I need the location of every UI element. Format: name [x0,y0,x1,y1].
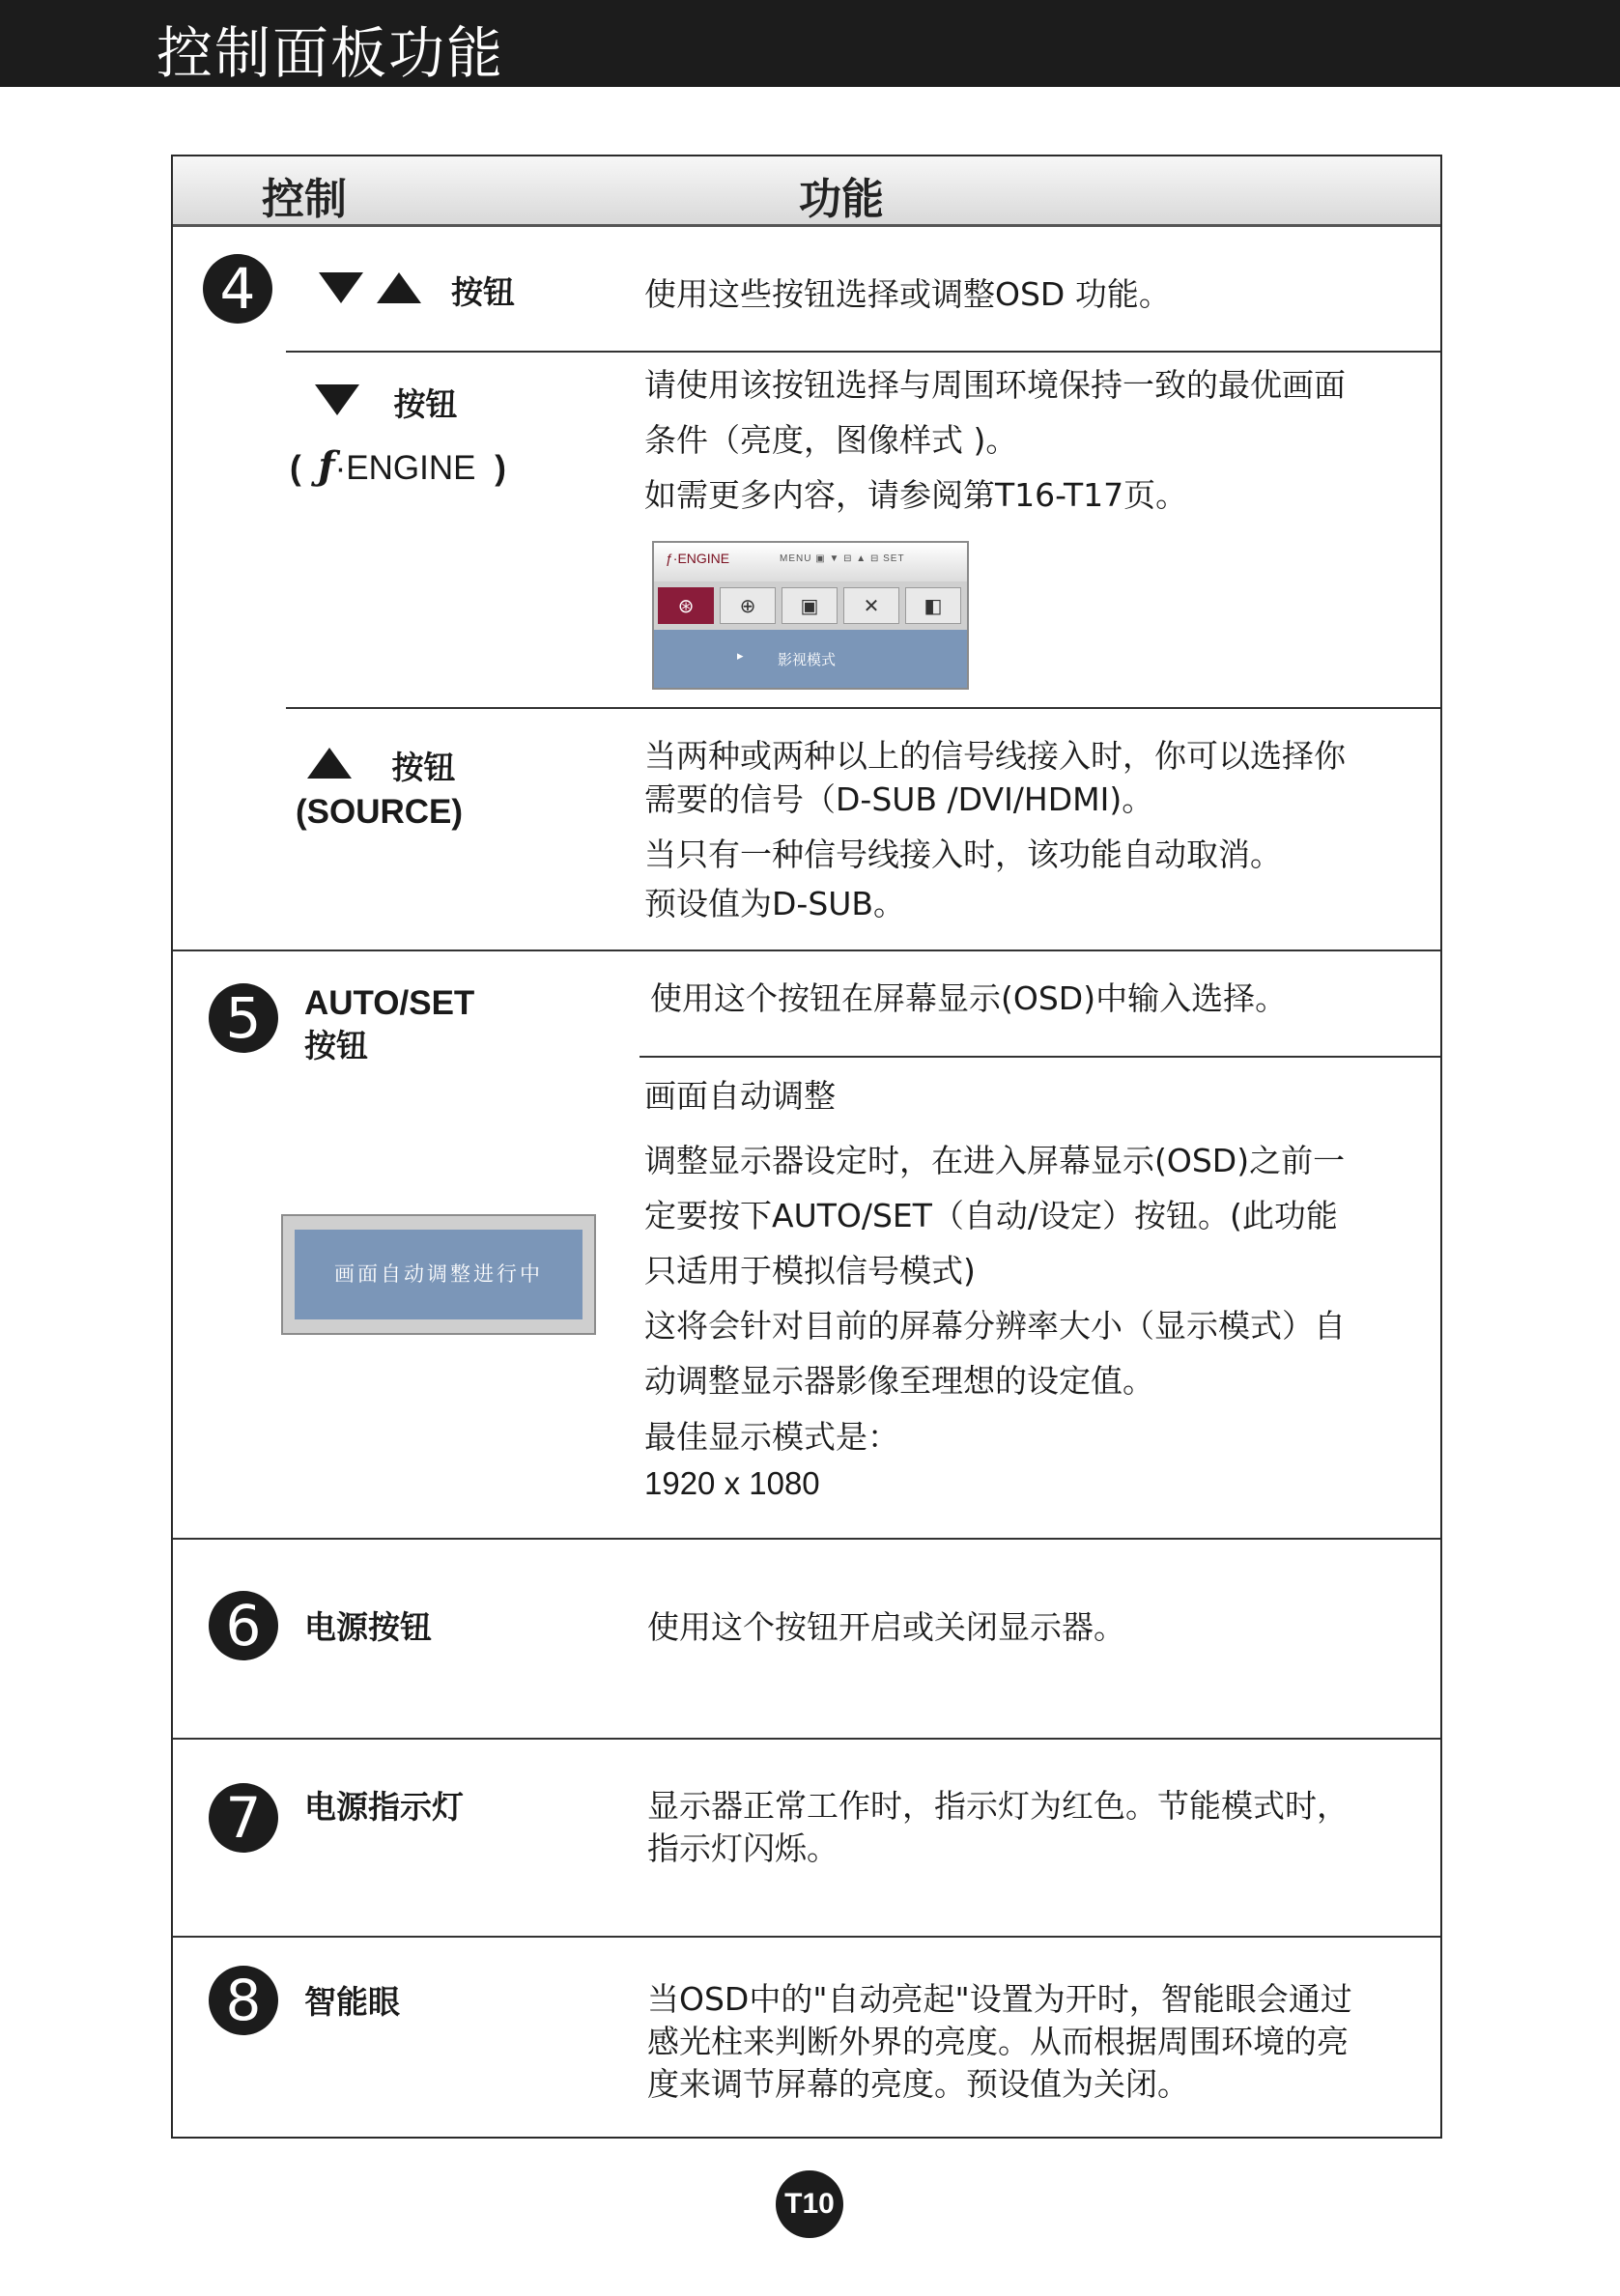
text-line: 显示器正常工作时，指示灯为红色。节能模式时， [647,1787,1349,1825]
function-text-4b [644,357,1346,523]
control-up-down-buttons [319,270,515,315]
text-line: 动调整显示器影像至理想的设定值。 [644,1362,1154,1400]
text-line: 1920 x 1080 [644,1465,820,1501]
page-number-badge: T10 [776,2170,843,2238]
fengine-label [290,444,506,491]
fengine-text: ·ENGINE [334,449,476,487]
number-badge-8: 8 [209,1966,278,2035]
auto-adjust-title: 画面自动调整 [644,1077,836,1115]
arrow-right-icon: ▸ [737,649,744,664]
contrast-icon: ◧ [905,587,961,624]
text-line: 如需更多内容，请参阅第T16-T17页。 [644,476,1188,514]
osd-selected-mode: 影视模式 [778,651,837,668]
table-header [173,156,1440,227]
divider-row-5 [173,1538,1440,1540]
number-badge-7: 7 [209,1783,278,1853]
osd-menu-screenshot [652,541,969,690]
number-badge-4: 4 [203,254,272,324]
text-line: 定要按下AUTO/SET（自动/设定）按钮。(此功能 [644,1197,1338,1234]
control-power-button: 电源按钮 [304,1608,432,1646]
text-line: 指示灯闪烁。 [647,1829,838,1867]
osd-selection-bar [654,630,967,688]
triangle-up-icon [377,272,421,303]
text-line: 最佳显示模式是： [644,1418,899,1456]
text-line: 这将会针对目前的屏幕分辨率大小（显示模式）自 [644,1307,1346,1345]
film-icon: ⊛ [658,587,714,624]
function-text-4c [644,734,1346,925]
control-label: 按钮 [391,749,456,786]
text-line: 感光柱来判断外界的亮度。从而根据周围环境的亮 [647,2023,1349,2060]
text-line: 当OSD中的"自动亮起"设置为开时，智能眼会通过 [647,1980,1352,2018]
auto-adjust-osd-box [281,1214,596,1335]
function-text-5a: 使用这个按钮在屏幕显示(OSD)中输入选择。 [650,979,1288,1017]
control-auto-set-button-label: 按钮 [304,1027,368,1064]
number-badge-6: 6 [209,1591,278,1660]
paren-open: ( [290,449,301,487]
page-title: 控制面板功能 [156,20,505,86]
text-line: 调整显示器设定时，在进入屏幕显示(OSD)之前一 [644,1142,1346,1179]
text-line: 当两种或两种以上的信号线接入时，你可以选择你 [644,737,1346,775]
control-up-button [307,746,456,790]
globe-icon: ⊕ [720,587,776,624]
divider-row-7 [173,1936,1440,1938]
paren-close: ) [495,449,506,487]
fengine-logo-icon: ƒ [318,443,335,489]
header-control: 控制 [262,175,347,224]
control-smart-eye: 智能眼 [304,1983,400,2021]
source-label: (SOURCE) [296,793,464,831]
osd-title-bar [654,543,967,581]
header-bar [0,0,1620,87]
text-line: 需要的信号（D-SUB /DVI/HDMI)。 [644,780,1154,818]
text-line: 度来调节屏幕的亮度。预设值为关闭。 [647,2065,1189,2103]
divider-4a [286,351,1440,353]
function-text-6: 使用这个按钮开启或关闭显示器。 [647,1608,1125,1646]
function-text-4a: 使用这些按钮选择或调整OSD 功能。 [644,275,1171,313]
text-line: 条件（亮度，图像样式 )。 [644,421,1018,459]
text-line: 预设值为D-SUB。 [644,885,906,922]
control-label: 按钮 [393,385,458,423]
divider-row-4 [173,950,1440,951]
header-function: 功能 [799,175,884,224]
close-box-icon: ✕ [843,587,899,624]
triangle-down-icon [315,384,359,415]
auto-adjust-message: 画面自动调整进行中 [295,1230,583,1319]
osd-title: ƒ·ENGINE [666,551,730,566]
text-line: 请使用该按钮选择与周围环境保持一致的最优画面 [644,366,1346,404]
triangle-up-icon [307,748,352,779]
osd-icon-row [654,581,967,630]
function-text-7 [647,1785,1349,1870]
divider-4b [286,707,1440,709]
picture-icon: ▣ [782,587,838,624]
divider-5a [639,1056,1440,1058]
osd-key-hints: MENU ▣ ▼ ⊟ ▲ ⊟ SET [780,553,905,564]
text-line: 当只有一种信号线接入时，该功能自动取消。 [644,836,1282,873]
control-auto-set: AUTO/SET [304,984,475,1022]
text-line: 只适用于模拟信号模式) [644,1252,976,1290]
control-power-indicator: 电源指示灯 [304,1788,464,1826]
function-text-8 [647,1978,1352,2106]
number-badge-5: 5 [209,983,278,1053]
function-text-5b [644,1133,1346,1507]
divider-row-6 [173,1738,1440,1740]
control-label: 按钮 [451,273,515,311]
control-down-button [315,383,458,427]
triangle-down-icon [319,272,363,303]
